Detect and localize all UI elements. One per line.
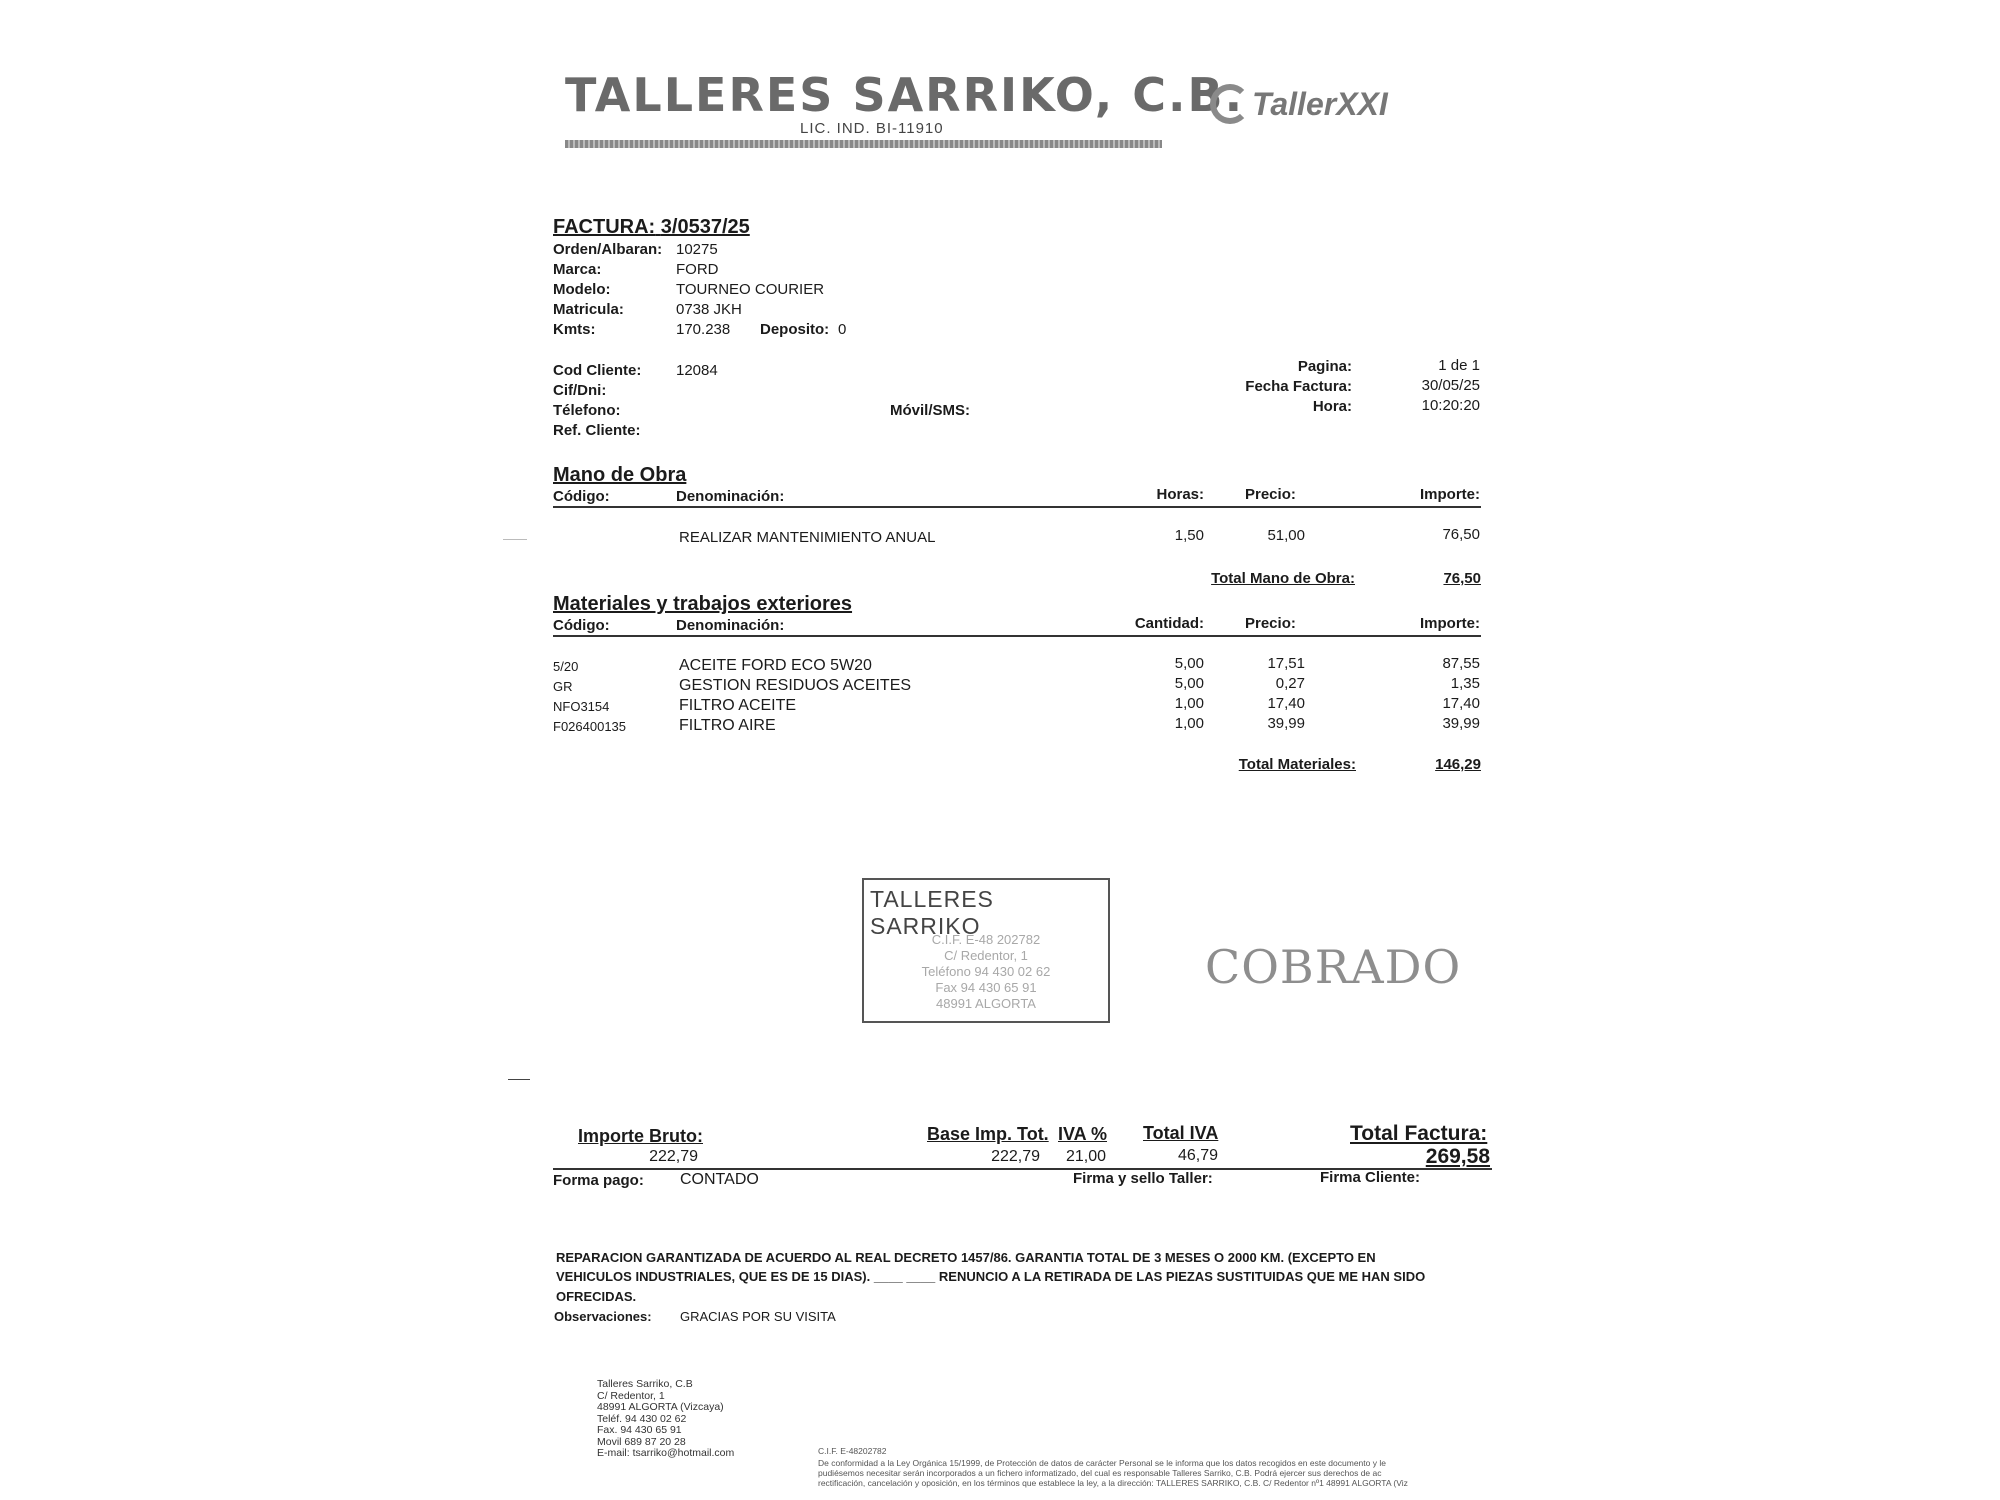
materials-row-cantidad: 1,00 [1174, 695, 1204, 712]
bruto-value: 222,79 [649, 1148, 698, 1165]
materials-header-codigo: Código: [553, 617, 610, 634]
observaciones-value: GRACIAS POR SU VISITA [680, 1309, 836, 1324]
address-line: Fax. 94 430 65 91 [597, 1424, 682, 1436]
labor-row-precio: 51,00 [1267, 527, 1305, 544]
labor-total-value: 76,50 [1443, 570, 1481, 587]
hora-value: 10:20:20 [1421, 397, 1480, 414]
address-line: C/ Redentor, 1 [597, 1389, 665, 1402]
deposito-label: Deposito: [760, 321, 830, 338]
iva-pct-value: 21,00 [1065, 1148, 1106, 1165]
warranty-text-line1: REPARACION GARANTIZADA DE ACUERDO AL REAL DECRETO 1457/86. GARANTIA TOTAL DE 3 MESES O 2000 KM. (EXCEPTO EN [556, 1250, 1376, 1265]
materials-row-codigo: NFO3154 [553, 699, 610, 714]
orden-value: 10275 [676, 241, 718, 258]
modelo-label: Modelo: [553, 281, 611, 298]
materials-header-importe: Importe: [1420, 615, 1480, 632]
total-iva-value: 46,79 [1177, 1147, 1218, 1164]
firma-taller-label: Firma y sello Taller: [1073, 1170, 1213, 1187]
materials-row-cantidad: 5,00 [1174, 655, 1204, 672]
forma-pago-label: Forma pago: [553, 1172, 644, 1189]
materials-row-precio: 17,40 [1267, 695, 1305, 712]
iva-pct-label: IVA % [1058, 1124, 1108, 1144]
stamp-title: TALLERES SARRIKO [870, 886, 994, 939]
matricula-value: 0738 JKH [676, 301, 742, 318]
ref-cliente-label: Ref. Cliente: [553, 422, 641, 439]
total-factura-label: Total Factura: [1350, 1122, 1488, 1145]
logo-text: TallerXXI [1252, 86, 1388, 122]
modelo-value: TOURNEO COURIER [676, 281, 825, 298]
materials-row-importe: 87,55 [1442, 655, 1480, 672]
cod-cliente-label: Cod Cliente: [553, 362, 642, 379]
scan-mark [508, 1079, 530, 1080]
address-line: E-mail: tsarriko@hotmail.com [597, 1447, 735, 1459]
fecha-label: Fecha Factura: [1245, 378, 1352, 395]
stamp-line: 48991 ALGORTA [936, 996, 1036, 1011]
materials-row-precio: 0,27 [1275, 675, 1305, 692]
deposito-value: 0 [838, 321, 847, 338]
labor-header-importe: Importe: [1420, 486, 1480, 503]
cod-cliente-value: 12084 [676, 362, 718, 379]
materials-row-denominacion: FILTRO ACEITE [679, 697, 797, 714]
observaciones-label: Observaciones: [554, 1309, 652, 1324]
stamp-line: Fax 94 430 65 91 [935, 980, 1037, 995]
materials-header-cantidad: Cantidad: [1134, 615, 1204, 632]
base-value: 222,79 [991, 1148, 1040, 1165]
address-line: Talleres Sarriko, C.B [597, 1378, 693, 1390]
invoice-number: 3/0537/25 [660, 216, 750, 238]
movil-label: Móvil/SMS: [890, 402, 971, 419]
labor-row-importe: 76,50 [1442, 526, 1480, 543]
kmts-label: Kmts: [553, 321, 596, 338]
legal-notice-line2: pudiésemos necesitar serán incorporados a un fichero informatizado, del cual es responsable Talleres Sarriko, C.B. Podrá ejercer sus derechos de ac [818, 1468, 1382, 1478]
address-line: Teléf. 94 430 02 62 [597, 1412, 687, 1425]
scan-mark [503, 539, 527, 540]
materials-total-value: 146,29 [1435, 756, 1481, 773]
labor-row-denominacion: REALIZAR MANTENIMIENTO ANUAL [679, 529, 936, 546]
cobrado-stamp: COBRADO [1205, 940, 1462, 994]
pagina-value: 1 de 1 [1438, 357, 1480, 374]
stamp-line: C.I.F. E-48 202782 [931, 932, 1041, 947]
footer-address [597, 1379, 734, 1460]
labor-section-title: Mano de Obra [553, 464, 687, 486]
forma-pago-value: CONTADO [680, 1171, 759, 1188]
materials-row-importe: 17,40 [1442, 695, 1480, 712]
materials-row-codigo: 5/20 [553, 659, 579, 674]
labor-header-rule [553, 506, 1481, 508]
matricula-label: Matricula: [553, 301, 624, 318]
materials-section-title: Materiales y trabajos exteriores [553, 593, 853, 615]
materials-row-cantidad: 5,00 [1174, 675, 1204, 692]
fecha-value: 30/05/25 [1421, 377, 1480, 394]
footer-cif: C.I.F. E-48202782 [818, 1446, 887, 1456]
orden-label: Orden/Albaran: [553, 241, 663, 258]
labor-total-label: Total Mano de Obra: [1211, 570, 1355, 587]
materials-row-denominacion: GESTION RESIDUOS ACEITES [679, 677, 912, 694]
marca-value: FORD [676, 261, 719, 278]
bruto-label: Importe Bruto: [578, 1126, 703, 1146]
kmts-value: 170.238 [676, 321, 731, 338]
invoice-title: FACTURA: 3/0537/25 [553, 216, 750, 238]
labor-header-denominacion: Denominación: [676, 488, 785, 505]
address-line: 48991 ALGORTA (Vizcaya) [597, 1401, 724, 1413]
materials-header-precio: Precio: [1245, 615, 1296, 632]
materials-header-rule [553, 635, 1481, 637]
materials-row-importe: 1,35 [1450, 675, 1480, 692]
labor-row-horas: 1,50 [1174, 527, 1204, 544]
company-name: TALLERES SARRIKO, C.B. [565, 68, 1245, 122]
labor-header-horas: Horas: [1156, 486, 1204, 503]
total-iva-label: Total IVA [1143, 1123, 1219, 1143]
warranty-text-line3: OFRECIDAS. [556, 1289, 637, 1304]
stamp-line: C/ Redentor, 1 [944, 948, 1028, 963]
license-number: LIC. IND. BI-11910 [800, 120, 944, 137]
labor-header-precio: Precio: [1245, 486, 1296, 503]
swirl-icon [1210, 84, 1250, 124]
legal-notice-line3: rectificación, cancelación y oposición, en los términos que establece la ley, a la dirección: TALLERES SARRIKO, C.B. C/ Redentor nº1 48991 ALGORTA (Viz [818, 1478, 1408, 1488]
cif-label: Cif/Dni: [553, 382, 607, 399]
materials-row-precio: 17,51 [1267, 655, 1305, 672]
telefono-label: Télefono: [553, 402, 621, 419]
stamp-line: Teléfono 94 430 02 62 [921, 964, 1051, 979]
labor-header-codigo: Código: [553, 488, 610, 505]
materials-row-importe: 39,99 [1442, 715, 1480, 732]
materials-row-denominacion: ACEITE FORD ECO 5W20 [679, 657, 872, 674]
legal-notice-line1: De conformidad a la Ley Orgánica 15/1999, de Protección de datos de carácter Personal se le informa que los datos recogidos en este documento y le [818, 1458, 1386, 1468]
hora-label: Hora: [1312, 398, 1352, 415]
warranty-text-line2: VEHICULOS INDUSTRIALES, QUE ES DE 15 DIAS). ____ ____ RENUNCIO A LA RETIRADA DE LAS PIEZAS SUSTITUIDAS QUE ME HAN SIDO [556, 1269, 1426, 1284]
materials-row-cantidad: 1,00 [1174, 715, 1204, 732]
pagina-label: Pagina: [1297, 358, 1352, 375]
materials-row-precio: 39,99 [1267, 715, 1305, 732]
materials-header-denominacion: Denominación: [676, 617, 785, 634]
marca-label: Marca: [553, 261, 602, 278]
header-divider [565, 140, 1162, 148]
total-factura-value: 269,58 [1425, 1145, 1490, 1168]
materials-row-codigo: F026400135 [553, 719, 627, 734]
materials-row-codigo: GR [553, 679, 573, 694]
materials-row-denominacion: FILTRO AIRE [679, 717, 776, 734]
company-stamp [862, 878, 1110, 1023]
tallerxxi-logo [1210, 80, 1450, 130]
materials-total-label: Total Materiales: [1238, 756, 1356, 773]
base-label: Base Imp. Tot. [927, 1124, 1049, 1144]
firma-cliente-label: Firma Cliente: [1320, 1169, 1421, 1186]
address-line: Movil 689 87 20 28 [597, 1435, 686, 1448]
